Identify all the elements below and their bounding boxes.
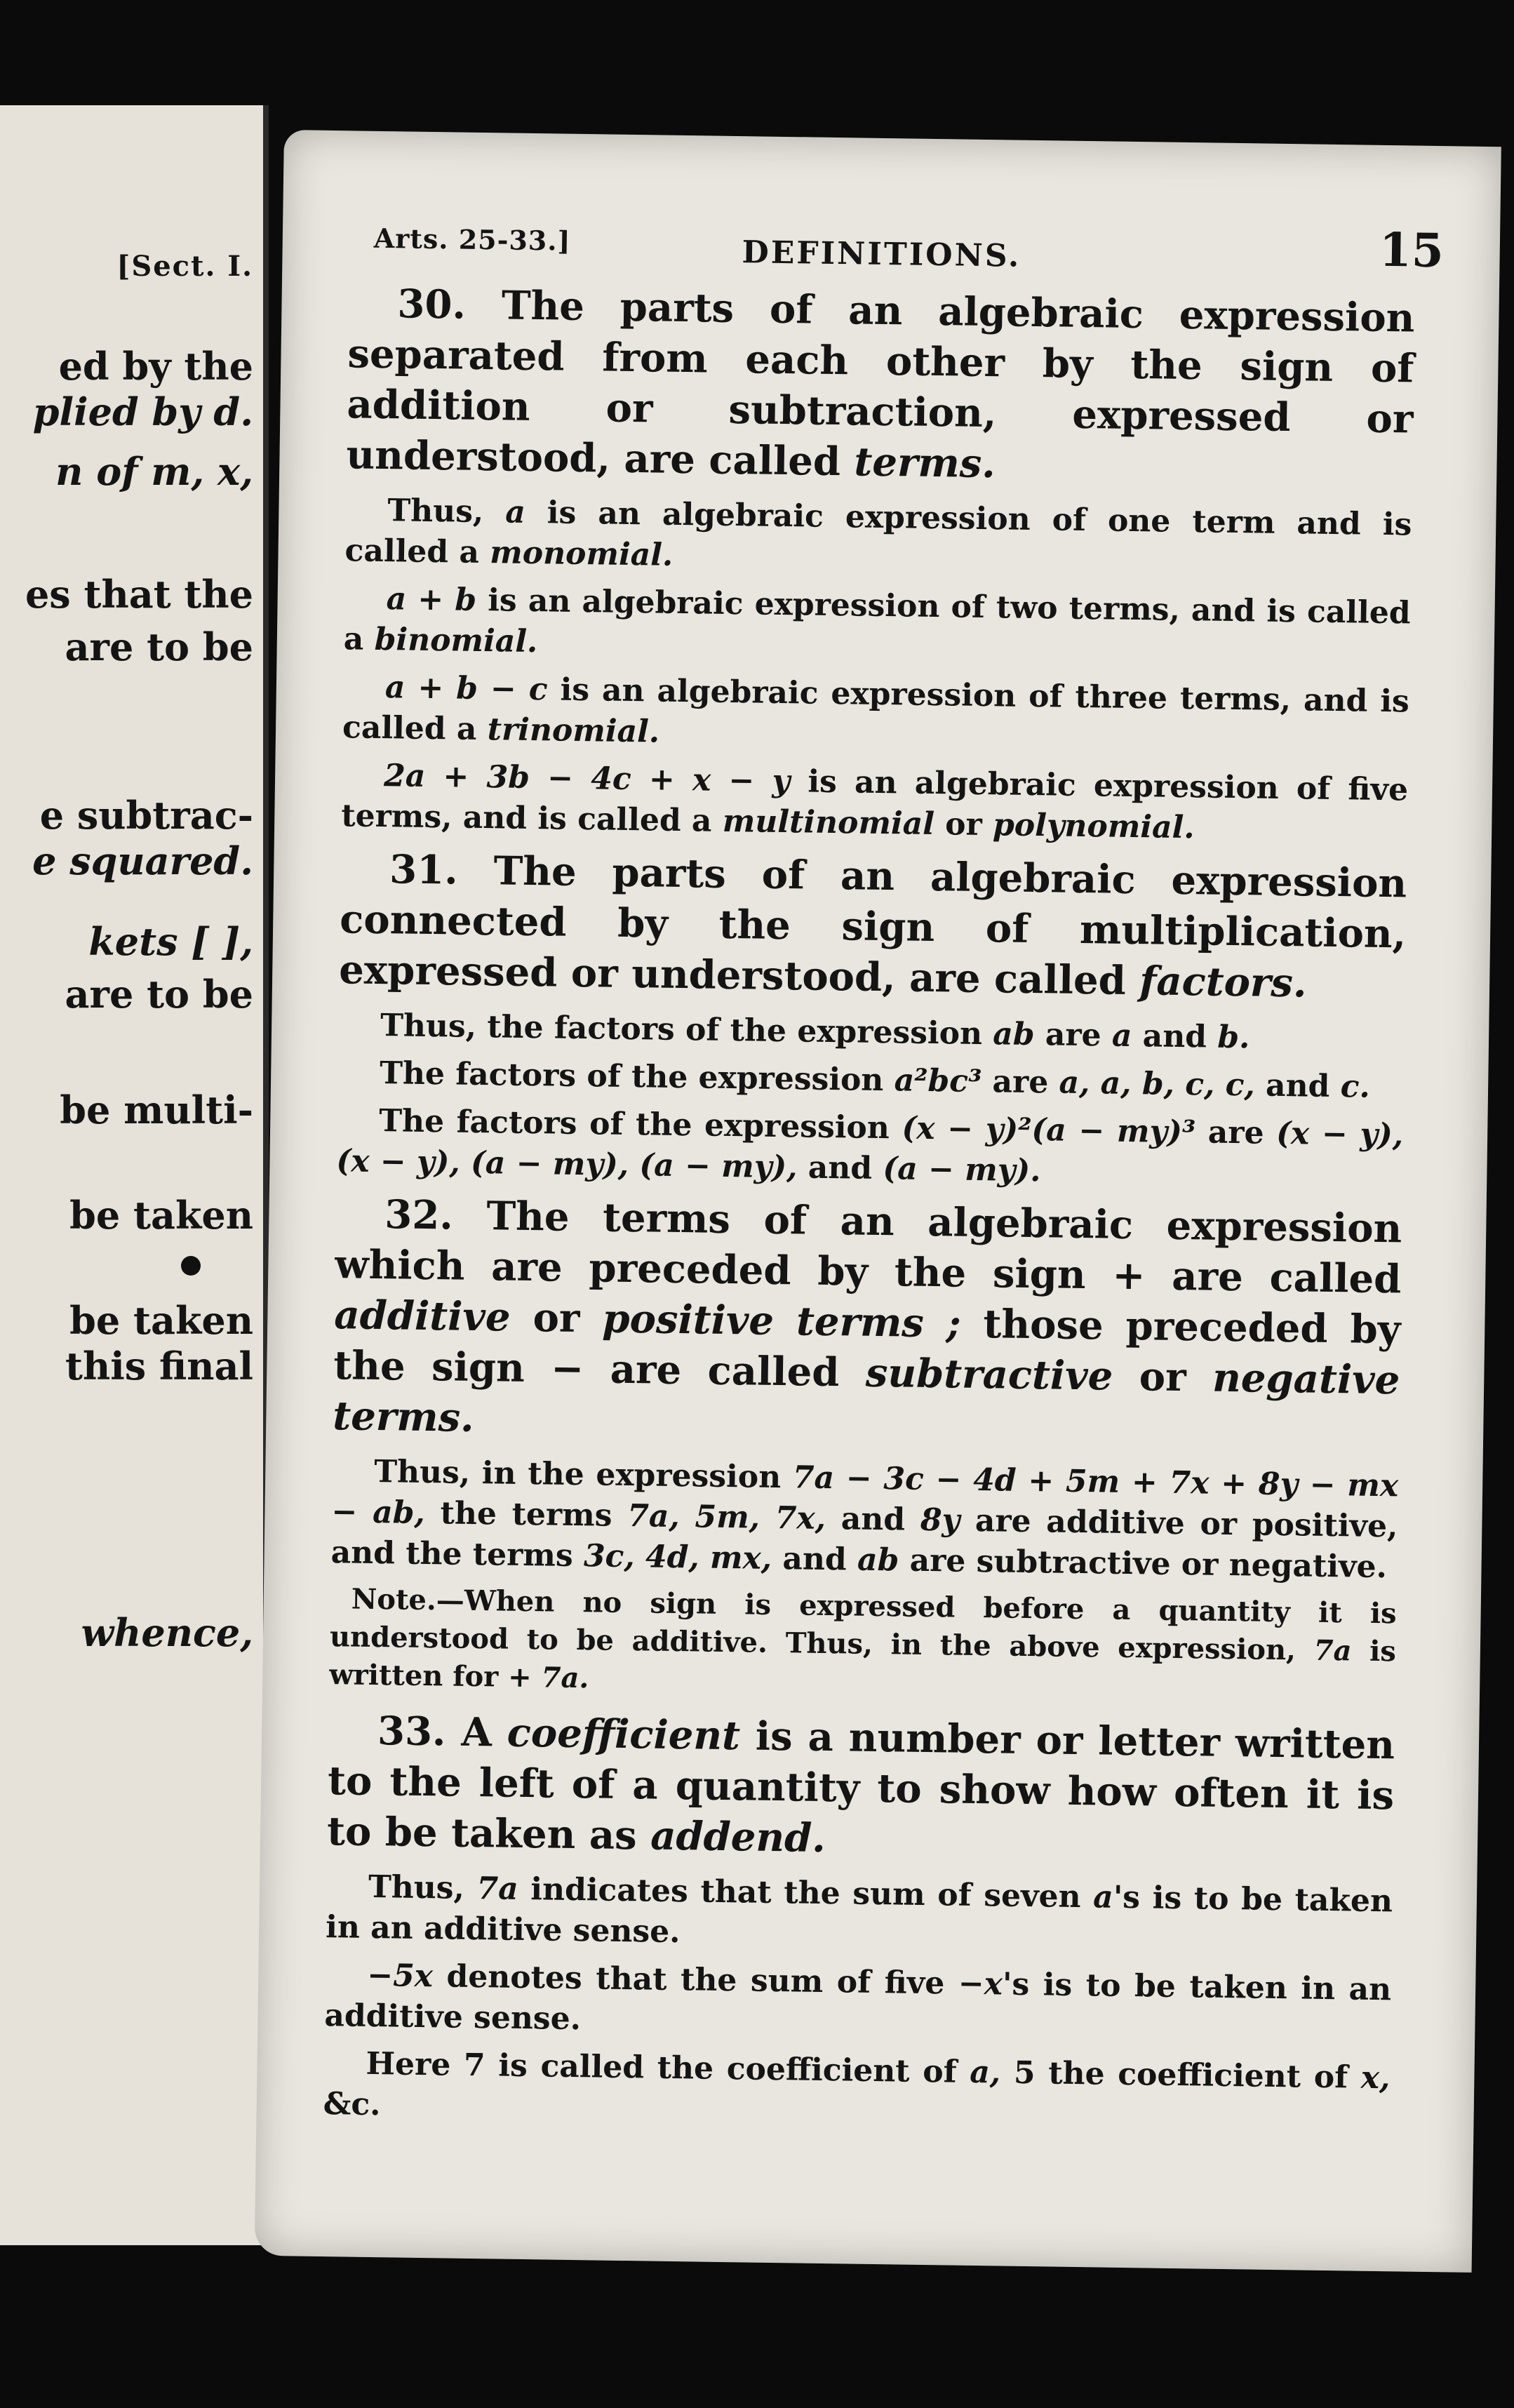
page-content bbox=[323, 208, 1445, 2146]
example: a + b − c is an algebraic expression of three terms, and is called a trinomial. bbox=[342, 669, 1410, 750]
defined-term: factors. bbox=[1139, 958, 1307, 1007]
left-line: e subtrac- bbox=[39, 793, 253, 838]
example: −5x denotes that the sum of five −x's is to be taken in an additive sense. bbox=[324, 1957, 1392, 2038]
left-line: whence, bbox=[81, 1610, 253, 1655]
left-line: plied by d. bbox=[32, 389, 253, 434]
book-page bbox=[255, 130, 1501, 2273]
article-30: 30. The parts of an algebraic expression separated from each other by the sign of addition or subtraction, expressed or understood, are called terms. bbox=[346, 281, 1415, 488]
example: Thus, a is an algebraic expression of one term and is called a monomial. bbox=[344, 493, 1412, 573]
left-line: n of m, x, bbox=[55, 449, 253, 494]
running-head bbox=[349, 208, 1445, 286]
example: 2a + 3b − 4c + x − y is an algebraic expression of five terms, and is called a multinomial or polynomial. bbox=[341, 758, 1409, 846]
article-33: 33. A coefficient is a number or letter written to the left of a quantity to show how often it is to be taken as addend. bbox=[326, 1708, 1395, 1862]
left-line: e squared. bbox=[32, 838, 253, 883]
previous-page-strip bbox=[0, 105, 269, 2245]
left-line: ed by the bbox=[58, 344, 253, 389]
left-page-header: [Sect. I. bbox=[116, 250, 253, 283]
articles-range: Arts. 25-33.] bbox=[373, 222, 571, 257]
article-number: 30. bbox=[397, 281, 467, 328]
example: The factors of the expression (x − y)²(a − my)³ are (x − y), (x − y), (a − my), (a − my), and (a − my). bbox=[336, 1103, 1404, 1189]
left-line: kets [ ], bbox=[88, 919, 253, 964]
example: Here 7 is called the coefficient of a, 5 the coefficient of x, &c. bbox=[323, 2045, 1391, 2123]
example: Thus, the factors of the expression ab are a and b. bbox=[380, 1008, 1250, 1056]
left-line: be taken bbox=[69, 1298, 253, 1343]
left-line: are to be bbox=[65, 972, 253, 1017]
article-31: 31. The parts of an algebraic expression connected by the sign of multiplication, expressed or understood, are called factors. bbox=[338, 846, 1407, 1007]
defined-term: terms. bbox=[854, 439, 996, 488]
left-line: es that the bbox=[25, 572, 253, 617]
article-number: 32. bbox=[384, 1191, 454, 1239]
section-title: DEFINITIONS. bbox=[742, 234, 1021, 274]
ink-dot bbox=[181, 1256, 201, 1276]
left-line: be taken bbox=[69, 1193, 253, 1238]
left-line: this final bbox=[65, 1344, 253, 1389]
left-line: are to be bbox=[65, 624, 253, 669]
article-32: 32. The terms of an algebraic expression which are preceded by the sign + are called additive or positive terms ; those preceded by the sign − are called subtractive or negative terms. bbox=[332, 1191, 1402, 1441]
page-number: 15 bbox=[1379, 222, 1445, 279]
note: Note.—When no sign is expressed before a quantity it is understood to be additive. Thus, in the above expression, 7a is written for + 7a. bbox=[328, 1582, 1397, 1695]
left-line: be multi- bbox=[60, 1088, 253, 1132]
example: Thus, 7a indicates that the sum of seven a's is to be taken in an additive sense. bbox=[325, 1868, 1393, 1951]
example: Thus, in the expression 7a − 3c − 4d + 5m + 7x + 8y − mx − ab, the terms 7a, 5m, 7x, and 8y are additive or positive, and the terms 3c, 4d, mx, and ab are subtractive or negative. bbox=[330, 1453, 1399, 1586]
article-number: 31. bbox=[389, 846, 459, 894]
example: The factors of the expression a²bc³ are a, a, b, c, c, and c. bbox=[379, 1055, 1371, 1105]
article-number: 33. bbox=[377, 1708, 447, 1755]
example: a + b is an algebraic expression of two terms, and is called a binomial. bbox=[343, 581, 1411, 660]
